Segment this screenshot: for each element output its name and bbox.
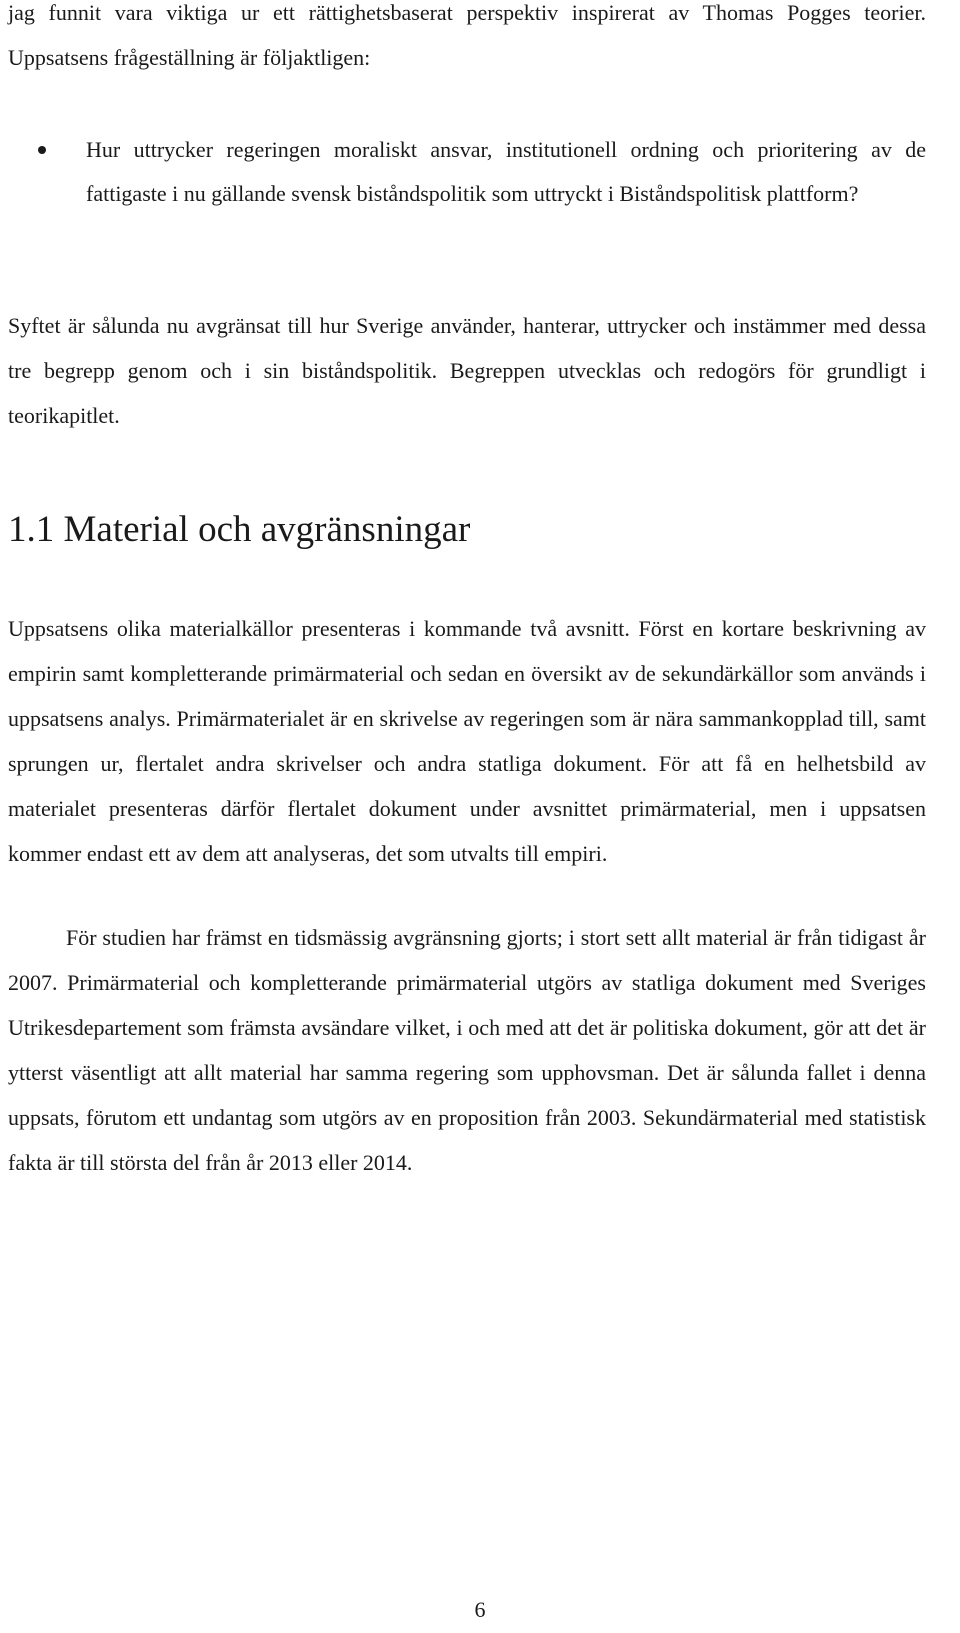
research-question-text: Hur uttrycker regeringen moraliskt ansvar, institutionell ordning och prioritering av de fattigaste i nu gällande svensk biståndspolitik som uttryckt i Biståndspolitisk plattform? bbox=[86, 137, 926, 206]
bullet-icon bbox=[38, 146, 46, 154]
list-item bbox=[0, 128, 926, 216]
research-question-list bbox=[0, 128, 960, 216]
delimitation-paragraph: För studien har främst en tidsmässig avgränsning gjorts; i stort sett allt material är från tidigast år 2007. Primärmaterial och kompletterande primärmaterial utgörs av statliga dokument med Sveriges Utrikesdepartement som främsta avsändare vilket, i och med att det är politiska dokument, gör att det är ytterst väsentligt att allt material har samma regering som upphovsman. Det är sålunda fallet i denna uppsats, förutom ett undantag som utgörs av en proposition från 2003. Sekundärmaterial med statistisk fakta är till största del från år 2013 eller 2014. bbox=[8, 925, 926, 1175]
aim-paragraph: Syftet är sålunda nu avgränsat till hur Sverige använder, hanterar, uttrycker och instämmer med dessa tre begrepp genom och i sin biståndspolitik. Begreppen utvecklas och redogörs för grundligt i teorikapitlet. bbox=[8, 313, 926, 428]
section-heading: 1.1 Material och avgränsningar bbox=[8, 509, 471, 550]
page-number: 6 bbox=[474, 1597, 486, 1622]
material-paragraph: Uppsatsens olika materialkällor presenteras i kommande två avsnitt. Först en kortare beskrivning av empirin samt kompletterande primärmaterial och sedan en översikt av de sekundärkällor som används i uppsatsens analys. Primärmaterialet är en skrivelse av regeringen som är nära sammankopplad till, samt sprungen ur, flertalet andra skrivelser och andra statliga dokument. För att få en helhetsbild av materialet presenteras därför flertalet dokument under avsnittet primärmaterial, men i uppsatsen kommer endast ett av dem att analyseras, det som utvalts till empiri. bbox=[8, 616, 926, 866]
intro-paragraph: jag funnit vara viktiga ur ett rättighetsbaserat perspektiv inspirerat av Thomas Pogges teorier. Uppsatsens frågeställning är följaktligen: bbox=[8, 0, 926, 70]
